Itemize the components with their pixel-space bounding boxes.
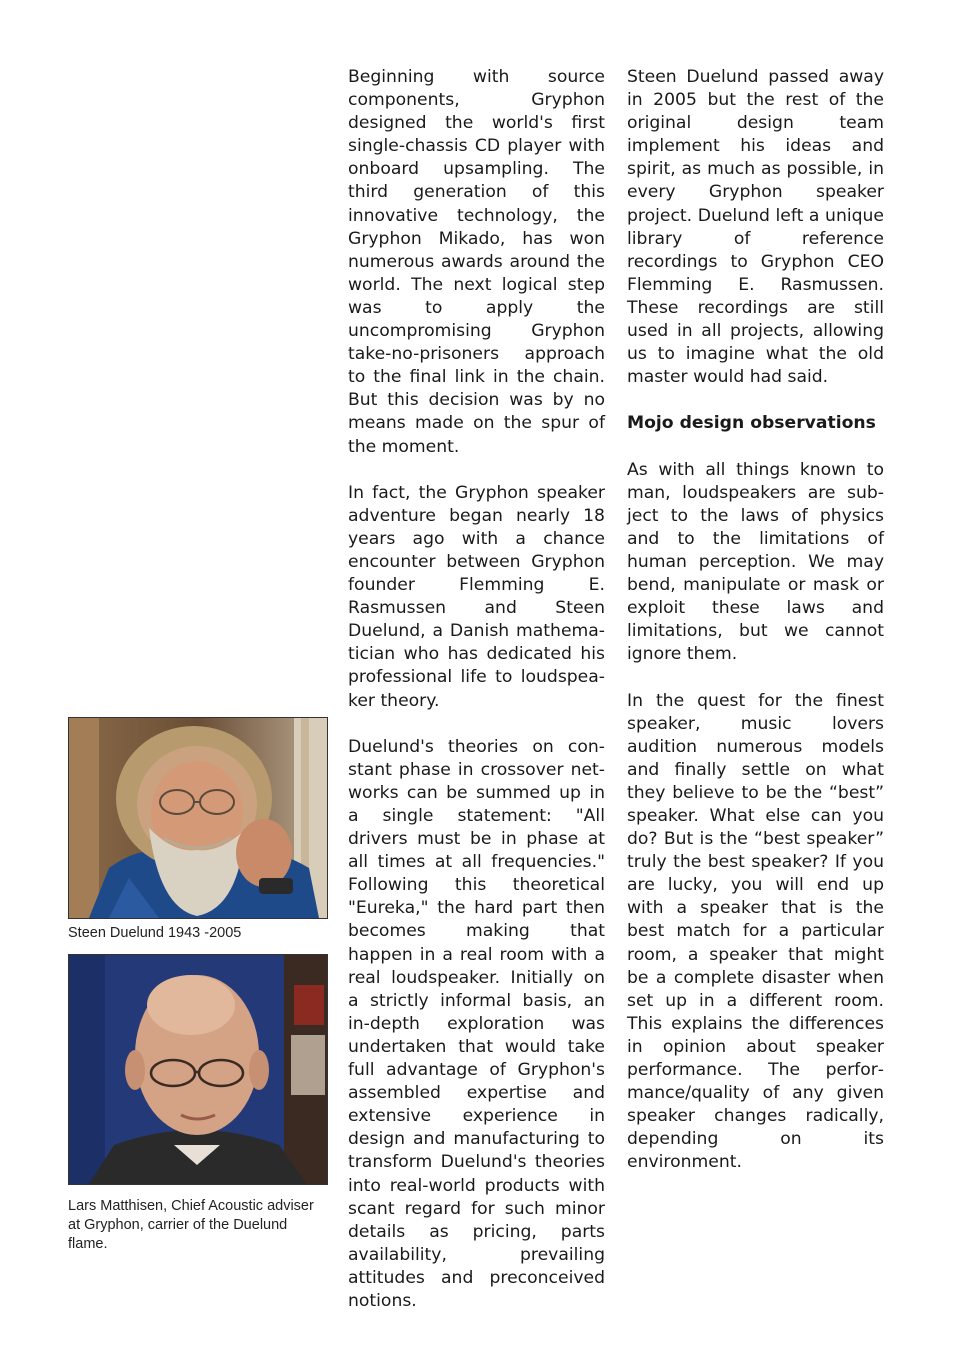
photo-lars-matthisen xyxy=(68,954,328,1185)
paragraph: Beginning with source components, Gryphon designed the world's first single-chassis CD player with onboard upsampling. The third generation of this innovative technology, the Gryphon Mikado, has won numerous awards around the world. The next logical step was to apply the uncompromising Gryphon take-no-prisoners approach to the final link in the chain. But this decision was by no means made on the spur of the moment. xyxy=(348,67,605,457)
photo-steen-duelund xyxy=(68,717,328,919)
article-column-right xyxy=(627,66,884,1198)
figure-steen-duelund xyxy=(68,717,328,943)
paragraph: In the quest for the finest speaker, music lovers audition numerous models and finally settle on what they believe to be the “best” speaker. What else can you do? But is the “best speaker” truly the best speaker? If you are lucky, you will end up with a speaker that is the best match for a particular room, a speaker that might be a complete disaster when set up in a different room. This explains the differences in opinion about speaker performance. The performance/quality of any given speaker changes radically, depending on its environment. xyxy=(627,690,884,1173)
caption-lars-matthisen: Lars Matthisen, Chief Acoustic adviser at Gryphon, carrier of the Duelund flame. xyxy=(68,1198,314,1252)
section-heading: Mojo design observations xyxy=(627,413,876,434)
figure-lars-matthisen xyxy=(68,954,328,1254)
caption-steen-duelund: Steen Duelund 1943 -2005 xyxy=(68,925,242,941)
paragraph: Duelund's theories on constant phase in crossover networks can be summed up in a single statement: "All drivers must be in phase at all times at all frequencies." Following this theoretical "Eureka," the hard part then becomes making that happen in a real room with a real loudspeaker. Initially on a strictly informal basis, an in-depth exploration was undertaken that would take full advantage of Gryphon's assembled expertise and extensive experience in design and manufacturing to transform Duelund's theories into real-world products with scant regard for such minor details as pricing, parts availability, prevailing attitudes and preconceived notions. xyxy=(348,736,605,1311)
paragraph: As with all things known to man, loudspeakers are subject to the laws of physics and to the limitations of human perception. We may bend, manipulate or mask or exploit these laws and limitations, but we cannot ignore them. xyxy=(627,459,884,665)
article-column-middle xyxy=(348,66,605,1336)
paragraph: In fact, the Gryphon speaker adventure began nearly 18 years ago with a chance encounter between Gryphon founder Flemming E. Rasmussen and Steen Duelund, a Danish mathematician who has dedicated his professional life to loudspeaker theory. xyxy=(348,482,605,711)
paragraph: Steen Duelund passed away in 2005 but the rest of the original design team implement his ideas and spirit, as much as possible, in every Gryphon speaker project. Duelund left a unique library of reference recordings to Gryphon CEO Flemming E. Rasmussen. These recordings are still used in all projects, allowing us to imagine what the old master would had said. xyxy=(627,67,884,388)
